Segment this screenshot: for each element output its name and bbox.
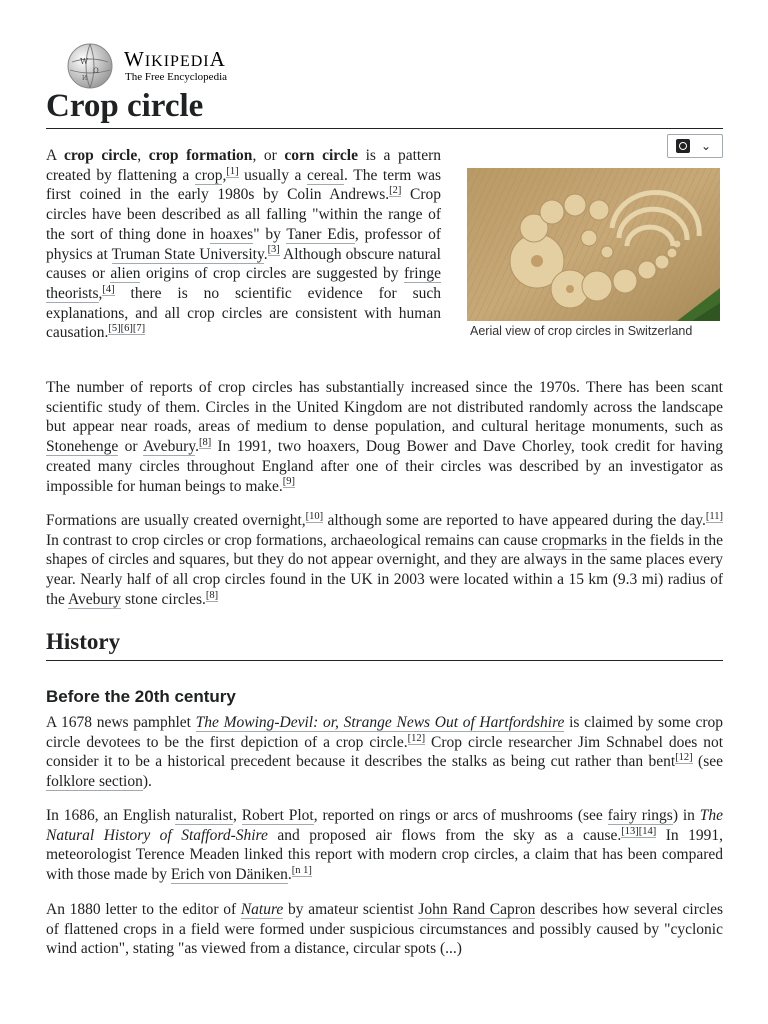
citation-ref[interactable]: [7] (132, 323, 146, 335)
puzzle-globe-icon (66, 42, 114, 90)
link-naturalist[interactable]: naturalist (175, 807, 233, 824)
history-paragraph-3: An 1880 letter to the editor of Nature by amateur scientist John Rand Capron describes how several circles of flattened crops in a field were formed under suspicious circumstances and possibly caused by "cyclonic wind action", stating "as viewed from a distance, circular spots (...) (46, 901, 723, 958)
link-crop[interactable]: crop (194, 166, 223, 184)
citation-ref[interactable]: [12] (675, 752, 693, 764)
paragraph-3: Formations are usually created overnight,[10] although some are reported to have appeared during the day.[11] In contrast to crop circles or crop formations, archaeological remains can cause cropmarks in the fields in the shapes of circles and squares, but they do not appear overnight, and they are always in the same places every year. Nearly half of all crop circles found in the UK in 2003 were located within a 15 km (9.3 mi) radius of the Avebury stone circles.[8] (46, 510, 723, 608)
citation-ref[interactable]: [12] (407, 732, 426, 744)
figure-caption: Aerial view of crop circles in Switzerland (470, 324, 693, 338)
history-section (46, 627, 723, 661)
citation-ref[interactable]: [13] (621, 825, 639, 837)
section-heading-history: History (46, 627, 723, 661)
paragraph-2: The number of reports of crop circles has substantially increased since the 1970s. There has been scant scientific study of them. Circles in the United Kingdom are not distributed randomly across the landscape but appear near roads, areas of medium to dense population, and cultural heritage monuments, such as Stonehenge or Avebury.[8] In 1991, two hoaxers, Doug Bower and Dave Chorley, took credit for having created many circles throughout England after one of their circles was described by an investigator as impossible for human beings to make.[9] (46, 379, 723, 495)
citation-ref[interactable]: [4] (102, 283, 115, 295)
citation-ref[interactable]: [11] (705, 510, 723, 522)
citation-ref[interactable]: [3] (267, 244, 280, 256)
link-stonehenge[interactable]: Stonehenge (46, 438, 119, 456)
link-avebury[interactable]: Avebury (67, 590, 122, 608)
link-truman-state[interactable]: Truman State University (111, 245, 264, 263)
link-fairy-rings[interactable]: fairy rings (607, 807, 673, 824)
chevron-down-icon: ⌄ (701, 139, 712, 153)
citation-ref[interactable]: [9] (282, 476, 296, 488)
link-cereal[interactable]: cereal (307, 166, 345, 184)
subsection-heading: Before the 20th century (46, 687, 236, 706)
svg-text:Ω: Ω (93, 67, 99, 75)
wordmark: WIKIPEDIA (124, 47, 226, 71)
history-paragraph-1: A 1678 news pamphlet The Mowing-Devil: or, Strange News Out of Hartfordshire is claimed by some crop circle devotees to be the first depiction of a crop circle.[12] Crop circle researcher Jim Schnabel does not consider it to be a historical precedent because it describes the stalks as being cut rather than bent[12] (see folklore section). (46, 714, 724, 791)
tagline: The Free Encyclopedia (125, 71, 228, 83)
svg-text:И: И (82, 75, 88, 82)
citation-ref[interactable]: [2] (389, 185, 402, 197)
link-john-rand-capron[interactable]: John Rand Capron (418, 901, 536, 918)
link-mowing-devil[interactable]: The Mowing-Devil: or, Strange News Out of Hartfordshire (195, 714, 565, 731)
link-fringe-theorists[interactable]: fringe theorists (46, 265, 441, 302)
note-ref[interactable]: [n 1] (291, 864, 312, 876)
citation-ref[interactable]: [6] (120, 323, 133, 335)
citation-ref[interactable]: [8] (198, 436, 212, 448)
link-alien[interactable]: alien (110, 265, 141, 283)
link-robert-plot[interactable]: Robert Plot (241, 807, 314, 824)
wikipedia-logo[interactable] (66, 42, 286, 90)
history-paragraph-2: In 1686, an English naturalist, Robert Plot, reported on rings or arcs of mushrooms (see fairy rings) in The Natural History of Stafford-Shire and proposed air flows from the sky as a cause.[13][14] In 1991, meteorologist Terence Meaden linked this report with modern crop circles, a claim that has been compared with those made by Erich von Däniken.[n 1] (46, 807, 724, 884)
crop-circle-photo[interactable] (467, 168, 720, 321)
citation-ref[interactable]: [8] (205, 589, 219, 601)
infobox-figure (467, 168, 723, 338)
link-von-daniken[interactable]: Erich von Däniken (170, 866, 288, 884)
link-cropmarks[interactable]: cropmarks (541, 531, 608, 549)
svg-text:W: W (80, 57, 89, 66)
page-title: Crop circle (46, 84, 723, 129)
link-taner-edis[interactable]: Taner Edis (286, 225, 355, 243)
link-hoaxes[interactable]: hoaxes (210, 225, 254, 243)
language-menu-button[interactable] (667, 134, 723, 158)
lead-paragraph: A crop circle, crop formation, or corn circle is a pattern created by flattening a crop,[1] usually a cereal. The term was first coined in the early 1980s by Colin Andrews.[2] Crop circles have been described as all falling "within the range of the sort of thing done in hoaxes" by Taner Edis, professor of physics at Truman State University.[3] Although obscure natural causes or alien origins of crop circles are suggested by fringe theorists,[4] there is no scientific evidence for such explanations, and all crop circles are consistent with human causation.[5][6][7] (46, 147, 442, 342)
translate-icon (676, 139, 690, 153)
citation-ref[interactable]: [10] (305, 510, 324, 522)
citation-ref[interactable]: [14] (638, 825, 657, 837)
link-nature[interactable]: Nature (240, 901, 284, 918)
citation-ref[interactable]: [1] (226, 165, 239, 177)
link-folklore-section[interactable]: folklore section (46, 773, 143, 791)
subsection-before-20th (46, 686, 723, 708)
link-avebury[interactable]: Avebury (143, 438, 196, 456)
citation-ref[interactable]: [5] (108, 323, 121, 335)
